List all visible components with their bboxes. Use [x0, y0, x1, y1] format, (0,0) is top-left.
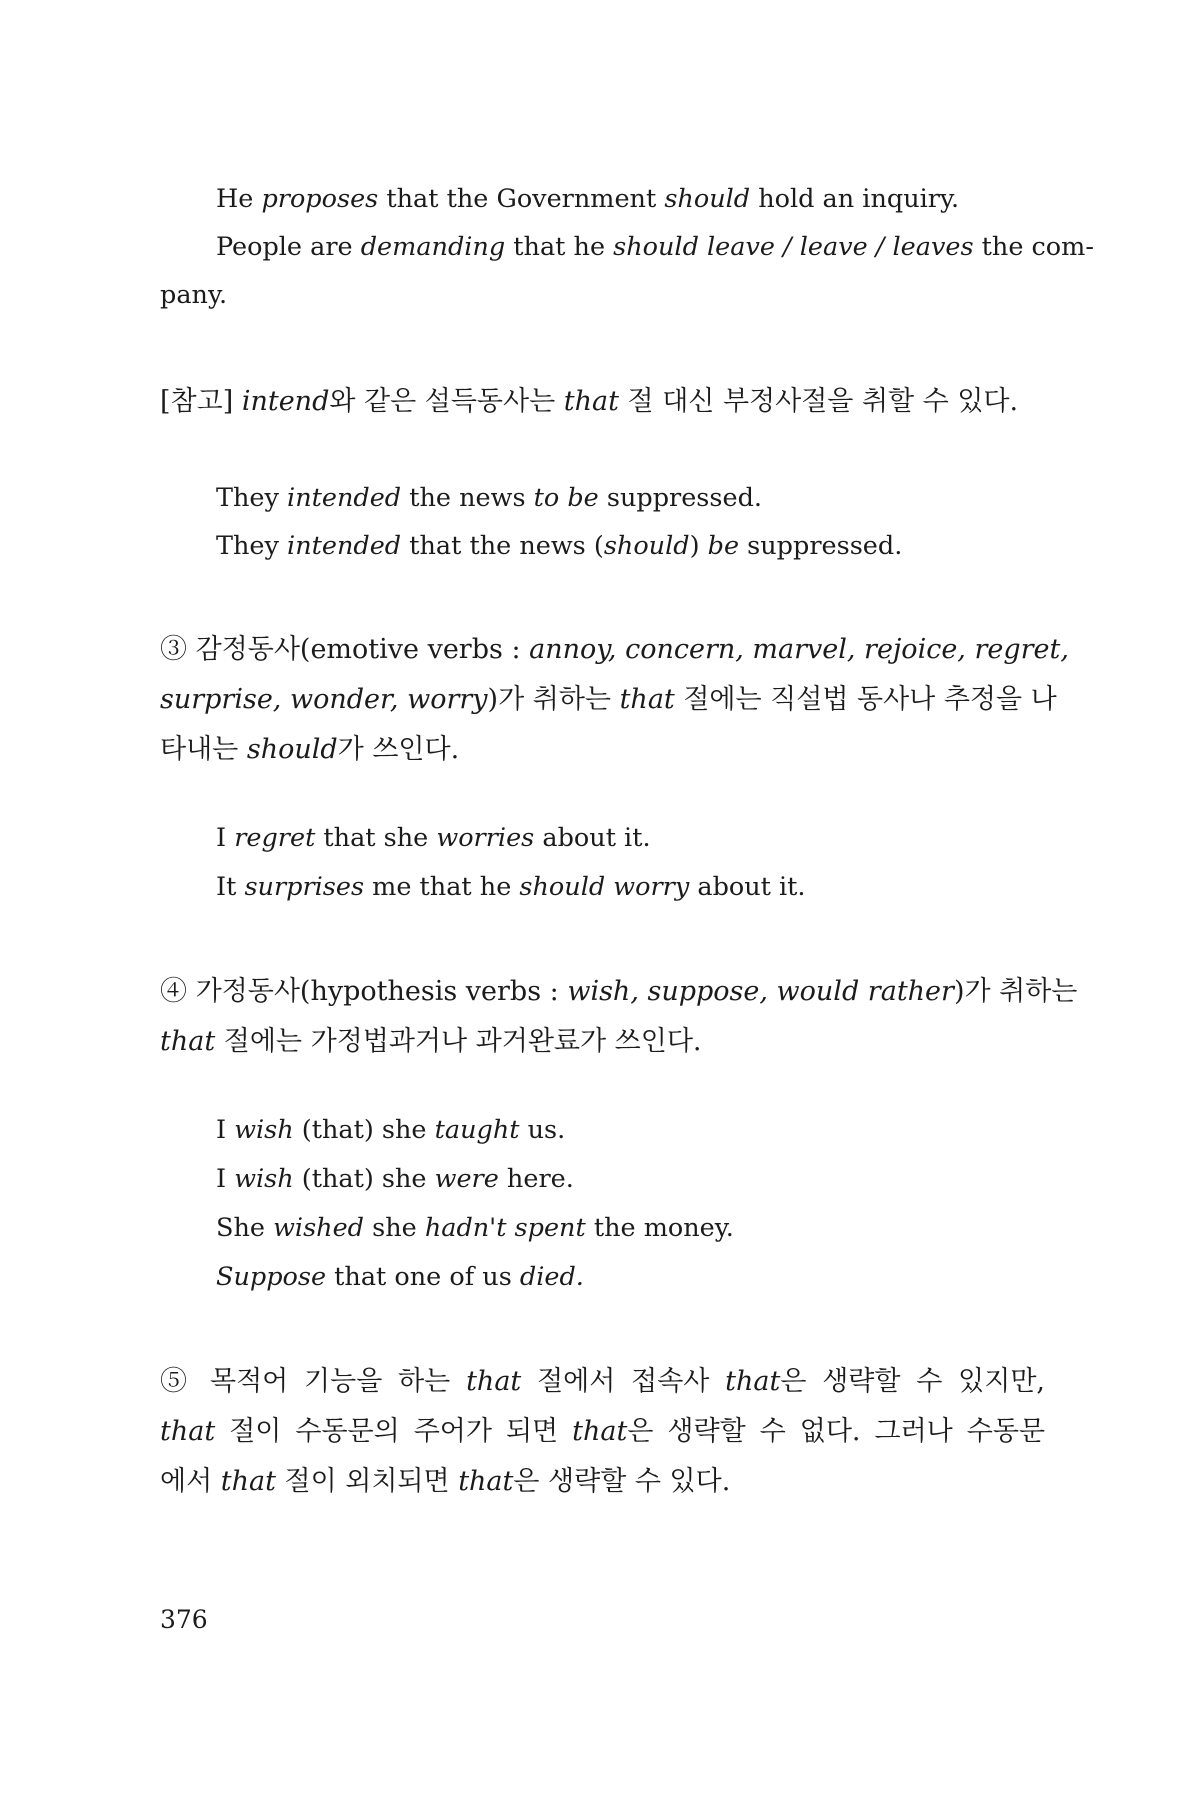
text-run: us.: [519, 1115, 566, 1145]
italic-text: should: [664, 184, 751, 214]
example-sentence: [216, 820, 651, 856]
text-run: 절에는 가정법과거나 과거완료가 쓰인다.: [215, 1026, 702, 1057]
text-run: 가 쓰인다.: [337, 734, 460, 765]
section-4-paragraph: [160, 1024, 702, 1060]
text-run: 절 대신 부정사절을 취할 수 있다.: [618, 386, 1019, 417]
text-run: here.: [498, 1164, 574, 1194]
italic-text: that: [619, 684, 675, 715]
text-run: that one of us: [326, 1262, 520, 1292]
text-run: ⑤ 목적어 기능을 하는: [160, 1366, 467, 1397]
text-run: pany.: [160, 280, 228, 310]
text-run: the news: [401, 483, 534, 513]
text-run: He: [216, 184, 262, 214]
example-sentence: [216, 869, 806, 905]
text-run: suppressed.: [739, 531, 903, 561]
text-run: the money.: [585, 1213, 734, 1243]
italic-text: should: [603, 531, 690, 561]
text-run: 은 생략할 수 있다.: [513, 1466, 731, 1497]
example-sentence: [216, 1259, 584, 1295]
text-run: [참고]: [160, 386, 242, 417]
italic-text: wish: [234, 1164, 294, 1194]
text-run: hold an inquiry.: [750, 184, 960, 214]
text-run: 절이 수동문의 주어가 되면: [215, 1416, 573, 1447]
italic-text: wished: [273, 1213, 364, 1243]
section-4-paragraph: [160, 974, 1078, 1010]
text-run: 에서: [160, 1466, 221, 1497]
italic-text: that: [160, 1026, 216, 1057]
text-run: ④ 가정동사(hypothesis verbs :: [160, 976, 568, 1007]
text-run: 절이 외치되면: [275, 1466, 459, 1497]
italic-text: that: [160, 1416, 216, 1447]
italic-text: wish: [234, 1115, 294, 1145]
text-run: 와 같은 설득동사는: [329, 386, 564, 417]
italic-text: wish, suppose, would rather: [567, 976, 954, 1007]
note-paragraph: [160, 384, 1018, 420]
text-run: that she: [315, 823, 437, 853]
text-run: 은 생략할 수 있지만,: [780, 1366, 1045, 1397]
italic-text: should worry: [519, 872, 690, 902]
section-3-paragraph: [160, 732, 459, 768]
italic-text: were: [434, 1164, 499, 1194]
text-run: ③ 감정동사(emotive verbs :: [160, 634, 530, 665]
text-run: that the Government: [378, 184, 665, 214]
example-sentence: [216, 528, 902, 564]
example-sentence: [216, 229, 1094, 265]
example-sentence: [216, 1161, 574, 1197]
italic-text: should: [246, 734, 338, 765]
example-sentence-continued: [160, 277, 227, 313]
italic-text: be: [707, 531, 740, 561]
italic-text: annoy, concern, marvel, rejoice, regret,: [529, 634, 1069, 665]
italic-text: died.: [519, 1262, 584, 1292]
text-run: 절에서 접속사: [521, 1366, 726, 1397]
italic-text: proposes: [261, 184, 379, 214]
text-run: I: [216, 823, 235, 853]
italic-text: to be: [533, 483, 599, 513]
italic-text: that: [725, 1366, 781, 1397]
section-3-paragraph: [160, 632, 1069, 668]
example-sentence: [216, 1112, 565, 1148]
italic-text: that: [220, 1466, 276, 1497]
italic-text: intended: [287, 531, 402, 561]
text-run: People are: [216, 232, 361, 262]
example-sentence: [216, 1210, 734, 1246]
text-run: that the news (: [401, 531, 604, 561]
text-run: about it.: [534, 823, 651, 853]
italic-text: hadn't spent: [424, 1213, 586, 1243]
text-run: suppressed.: [598, 483, 763, 513]
italic-text: worries: [436, 823, 535, 853]
italic-text: surprises: [244, 872, 365, 902]
text-run: They: [216, 531, 288, 561]
italic-text: intended: [287, 483, 402, 513]
page-number: 376: [160, 1605, 208, 1634]
text-run: (that) she: [293, 1164, 435, 1194]
example-sentence: [216, 480, 762, 516]
italic-text: taught: [434, 1115, 520, 1145]
italic-text: that: [458, 1466, 514, 1497]
text-run: 은 생략할 수 없다. 그러나 수동문: [627, 1416, 1045, 1447]
italic-text: surprise, wonder, worry: [160, 684, 488, 715]
text-run: They: [216, 483, 288, 513]
text-run: 절에는 직설법 동사나 추정을 나: [674, 684, 1057, 715]
text-run: She: [216, 1213, 274, 1243]
italic-text: regret: [234, 823, 316, 853]
section-3-paragraph: [160, 682, 1057, 718]
text-run: )가 취하는: [953, 976, 1078, 1007]
text-run: the com-: [973, 232, 1094, 262]
section-5-paragraph: [160, 1364, 1045, 1400]
text-run: that he: [505, 232, 614, 262]
section-5-paragraph: [160, 1414, 1045, 1450]
italic-text: Suppose: [216, 1262, 327, 1292]
italic-text: that: [563, 386, 619, 417]
text-run: ): [689, 531, 708, 561]
text-run: about it.: [689, 872, 806, 902]
section-5-paragraph: [160, 1464, 730, 1500]
italic-text: that: [466, 1366, 522, 1397]
text-run: 타내는: [160, 734, 247, 765]
italic-text: should leave / leave / leaves: [613, 232, 974, 262]
text-run: me that he: [364, 872, 520, 902]
example-sentence: [216, 181, 959, 217]
text-run: )가 취하는: [487, 684, 620, 715]
text-run: she: [364, 1213, 425, 1243]
italic-text: that: [572, 1416, 628, 1447]
italic-text: intend: [241, 386, 330, 417]
text-run: It: [216, 872, 245, 902]
text-run: (that) she: [293, 1115, 435, 1145]
text-run: I: [216, 1164, 235, 1194]
text-run: I: [216, 1115, 235, 1145]
italic-text: demanding: [360, 232, 506, 262]
